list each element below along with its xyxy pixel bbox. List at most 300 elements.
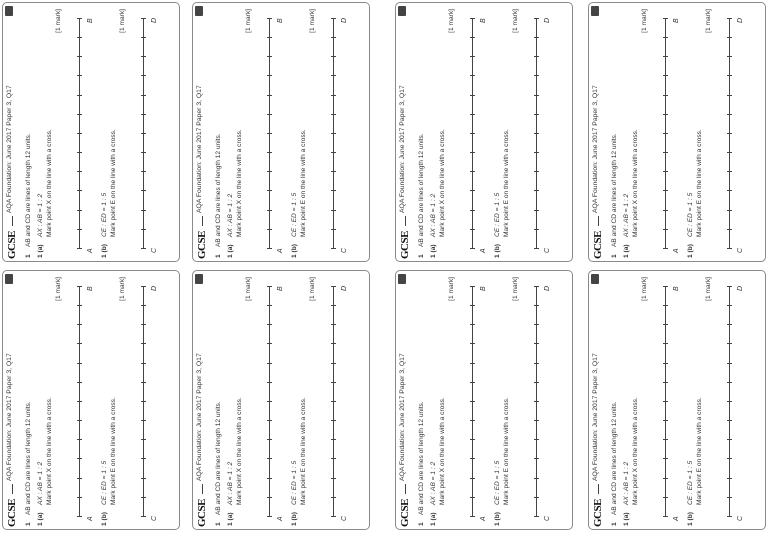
- unit-tick: [141, 210, 146, 211]
- unit-tick: [267, 363, 272, 364]
- part-a-ratio: AX : AB = 1 : 2: [227, 193, 234, 237]
- gcse-logo: GCSE: [399, 231, 411, 259]
- part-b-marks: [1 mark]: [512, 277, 519, 301]
- unit-tick: [267, 305, 272, 306]
- unit-tick: [331, 324, 336, 325]
- header-divider: [405, 216, 406, 226]
- unit-tick: [267, 56, 272, 57]
- unit-tick: [77, 229, 82, 230]
- unit-tick: [141, 114, 146, 115]
- point-a-label: A: [480, 516, 487, 521]
- question-number: 1: [215, 522, 222, 526]
- header-divider: [12, 216, 13, 226]
- unit-tick: [267, 18, 272, 19]
- question-card: [2, 270, 180, 530]
- unit-tick: [470, 18, 475, 19]
- unit-tick: [534, 516, 539, 517]
- unit-tick: [267, 286, 272, 287]
- unit-tick: [727, 286, 732, 287]
- part-a-instruction: Mark point X on the line with a cross.: [236, 397, 243, 505]
- unit-tick: [534, 478, 539, 479]
- unit-tick: [727, 133, 732, 134]
- part-b-instruction: Mark point E on the line with a cross.: [696, 129, 703, 237]
- part-b-marks: [1 mark]: [309, 9, 316, 33]
- unit-tick: [77, 191, 82, 192]
- card-content: [3, 3, 179, 261]
- part-b-instruction: Mark point E on the line with a cross.: [110, 397, 117, 505]
- question-intro: AB and CD are lines of length 12 units.: [215, 401, 222, 515]
- part-a-instruction: Mark point X on the line with a cross.: [632, 397, 639, 505]
- point-d-label: D: [737, 285, 744, 291]
- part-a-marks: [1 mark]: [55, 277, 62, 301]
- unit-tick: [663, 439, 668, 440]
- unit-tick: [141, 76, 146, 77]
- unit-tick: [141, 439, 146, 440]
- point-d-label: D: [737, 17, 744, 23]
- line-ab[interactable]: [79, 287, 80, 517]
- unit-tick: [663, 248, 668, 249]
- unit-tick: [331, 171, 336, 172]
- unit-tick: [77, 324, 82, 325]
- unit-tick: [77, 56, 82, 57]
- unit-tick: [663, 324, 668, 325]
- point-b-label: B: [87, 18, 94, 23]
- unit-tick: [663, 114, 668, 115]
- unit-tick: [534, 248, 539, 249]
- point-d-label: D: [341, 17, 348, 23]
- unit-tick: [77, 152, 82, 153]
- unit-tick: [331, 420, 336, 421]
- unit-tick: [727, 18, 732, 19]
- unit-tick: [663, 229, 668, 230]
- unit-tick: [727, 382, 732, 383]
- unit-tick: [727, 171, 732, 172]
- unit-tick: [331, 363, 336, 364]
- header-divider: [202, 484, 203, 494]
- part-a-instruction: Mark point X on the line with a cross.: [632, 129, 639, 237]
- unit-tick: [470, 191, 475, 192]
- unit-tick: [267, 152, 272, 153]
- part-a-instruction: Mark point X on the line with a cross.: [439, 129, 446, 237]
- part-b-number: 1 (b): [291, 244, 298, 258]
- unit-tick: [267, 478, 272, 479]
- unit-tick: [534, 152, 539, 153]
- unit-tick: [141, 56, 146, 57]
- unit-tick: [267, 324, 272, 325]
- point-b-label: B: [480, 18, 487, 23]
- question-number: 1: [25, 522, 32, 526]
- folder-icon: [5, 274, 13, 284]
- line-cd[interactable]: [333, 19, 334, 249]
- unit-tick: [534, 18, 539, 19]
- unit-tick: [470, 56, 475, 57]
- question-number: 1: [611, 522, 618, 526]
- unit-tick: [267, 171, 272, 172]
- part-a-marks: [1 mark]: [245, 277, 252, 301]
- unit-tick: [663, 133, 668, 134]
- gcse-logo: GCSE: [592, 231, 604, 259]
- part-a-marks: [1 mark]: [641, 9, 648, 33]
- part-a-marks: [1 mark]: [448, 9, 455, 33]
- unit-tick: [77, 516, 82, 517]
- unit-tick: [534, 363, 539, 364]
- unit-tick: [663, 478, 668, 479]
- question-intro: AB and CD are lines of length 12 units.: [611, 401, 618, 515]
- question-intro: AB and CD are lines of length 12 units.: [215, 133, 222, 247]
- unit-tick: [727, 76, 732, 77]
- unit-tick: [141, 516, 146, 517]
- unit-tick: [663, 171, 668, 172]
- unit-tick: [663, 382, 668, 383]
- unit-tick: [77, 382, 82, 383]
- part-b-ratio: CE : ED = 1 : 5: [494, 460, 501, 505]
- unit-tick: [727, 305, 732, 306]
- unit-tick: [141, 248, 146, 249]
- question-card: [588, 2, 766, 262]
- gcse-logo: GCSE: [6, 231, 18, 259]
- unit-tick: [534, 439, 539, 440]
- unit-tick: [534, 420, 539, 421]
- unit-tick: [727, 248, 732, 249]
- part-b-number: 1 (b): [291, 512, 298, 526]
- part-a-marks: [1 mark]: [641, 277, 648, 301]
- unit-tick: [727, 401, 732, 402]
- line-ab[interactable]: [665, 19, 666, 249]
- part-b-number: 1 (b): [687, 244, 694, 258]
- part-b-number: 1 (b): [101, 244, 108, 258]
- point-b-label: B: [87, 286, 94, 291]
- unit-tick: [727, 191, 732, 192]
- header-divider: [598, 484, 599, 494]
- part-b-ratio: CE : ED = 1 : 5: [101, 192, 108, 237]
- unit-tick: [534, 401, 539, 402]
- unit-tick: [727, 152, 732, 153]
- unit-tick: [141, 401, 146, 402]
- card-content: [3, 271, 179, 529]
- folder-icon: [195, 6, 203, 16]
- header-divider: [598, 216, 599, 226]
- point-a-label: A: [673, 248, 680, 253]
- header-divider: [405, 484, 406, 494]
- unit-tick: [331, 18, 336, 19]
- unit-tick: [331, 229, 336, 230]
- folder-icon: [591, 274, 599, 284]
- question-card: [192, 270, 370, 530]
- unit-tick: [331, 344, 336, 345]
- unit-tick: [77, 363, 82, 364]
- unit-tick: [77, 133, 82, 134]
- question-card: [192, 2, 370, 262]
- unit-tick: [727, 363, 732, 364]
- unit-tick: [470, 171, 475, 172]
- unit-tick: [331, 478, 336, 479]
- line-cd[interactable]: [536, 287, 537, 517]
- part-a-number: 1 (a): [37, 244, 44, 258]
- unit-tick: [77, 171, 82, 172]
- unit-tick: [267, 210, 272, 211]
- unit-tick: [141, 478, 146, 479]
- unit-tick: [141, 305, 146, 306]
- unit-tick: [663, 18, 668, 19]
- folder-icon: [591, 6, 599, 16]
- unit-tick: [470, 133, 475, 134]
- unit-tick: [534, 114, 539, 115]
- unit-tick: [77, 18, 82, 19]
- point-c-label: C: [151, 515, 158, 521]
- question-intro: AB and CD are lines of length 12 units.: [418, 401, 425, 515]
- line-cd[interactable]: [729, 19, 730, 249]
- line-ab[interactable]: [269, 287, 270, 517]
- point-c-label: C: [151, 247, 158, 253]
- question-intro: AB and CD are lines of length 12 units.: [25, 401, 32, 515]
- card-content: [396, 271, 572, 529]
- question-number: 1: [215, 254, 222, 258]
- unit-tick: [141, 344, 146, 345]
- unit-tick: [663, 344, 668, 345]
- card-content: [193, 271, 369, 529]
- line-cd[interactable]: [536, 19, 537, 249]
- line-ab[interactable]: [665, 287, 666, 517]
- header-divider: [12, 484, 13, 494]
- unit-tick: [663, 516, 668, 517]
- line-ab[interactable]: [269, 19, 270, 249]
- unit-tick: [77, 497, 82, 498]
- unit-tick: [470, 286, 475, 287]
- unit-tick: [470, 420, 475, 421]
- unit-tick: [77, 420, 82, 421]
- card-content: [193, 3, 369, 261]
- unit-tick: [141, 382, 146, 383]
- unit-tick: [534, 305, 539, 306]
- line-cd[interactable]: [729, 287, 730, 517]
- question-card: [2, 2, 180, 262]
- unit-tick: [727, 516, 732, 517]
- unit-tick: [267, 95, 272, 96]
- unit-tick: [267, 459, 272, 460]
- part-b-marks: [1 mark]: [119, 9, 126, 33]
- point-d-label: D: [151, 17, 158, 23]
- unit-tick: [267, 133, 272, 134]
- unit-tick: [534, 191, 539, 192]
- unit-tick: [663, 56, 668, 57]
- unit-tick: [141, 171, 146, 172]
- folder-icon: [398, 6, 406, 16]
- unit-tick: [267, 191, 272, 192]
- part-b-ratio: CE : ED = 1 : 5: [101, 460, 108, 505]
- gcse-logo: GCSE: [6, 499, 18, 527]
- unit-tick: [267, 76, 272, 77]
- point-b-label: B: [480, 286, 487, 291]
- unit-tick: [141, 229, 146, 230]
- unit-tick: [470, 114, 475, 115]
- unit-tick: [267, 229, 272, 230]
- point-d-label: D: [151, 285, 158, 291]
- point-d-label: D: [544, 285, 551, 291]
- unit-tick: [141, 420, 146, 421]
- card-content: [396, 3, 572, 261]
- part-a-ratio: AX : AB = 1 : 2: [430, 461, 437, 505]
- unit-tick: [331, 191, 336, 192]
- line-ab[interactable]: [472, 287, 473, 517]
- unit-tick: [331, 210, 336, 211]
- unit-tick: [470, 439, 475, 440]
- part-b-instruction: Mark point E on the line with a cross.: [300, 397, 307, 505]
- point-c-label: C: [341, 247, 348, 253]
- unit-tick: [331, 305, 336, 306]
- point-d-label: D: [341, 285, 348, 291]
- line-ab[interactable]: [79, 19, 80, 249]
- unit-tick: [331, 459, 336, 460]
- unit-tick: [77, 95, 82, 96]
- question-source: AQA Foundation: June 2017 Paper 3, Q17: [6, 353, 13, 481]
- unit-tick: [663, 305, 668, 306]
- unit-tick: [470, 401, 475, 402]
- unit-tick: [663, 363, 668, 364]
- unit-tick: [534, 37, 539, 38]
- line-cd[interactable]: [143, 19, 144, 249]
- part-a-ratio: AX : AB = 1 : 2: [37, 193, 44, 237]
- question-intro: AB and CD are lines of length 12 units.: [418, 133, 425, 247]
- unit-tick: [331, 439, 336, 440]
- unit-tick: [727, 324, 732, 325]
- unit-tick: [141, 18, 146, 19]
- part-a-marks: [1 mark]: [448, 277, 455, 301]
- part-b-marks: [1 mark]: [119, 277, 126, 301]
- point-a-label: A: [277, 248, 284, 253]
- unit-tick: [663, 95, 668, 96]
- unit-tick: [77, 459, 82, 460]
- unit-tick: [727, 56, 732, 57]
- unit-tick: [470, 344, 475, 345]
- unit-tick: [470, 363, 475, 364]
- unit-tick: [663, 420, 668, 421]
- unit-tick: [331, 56, 336, 57]
- unit-tick: [727, 478, 732, 479]
- point-a-label: A: [87, 516, 94, 521]
- part-a-number: 1 (a): [227, 512, 234, 526]
- question-source: AQA Foundation: June 2017 Paper 3, Q17: [592, 353, 599, 481]
- unit-tick: [470, 516, 475, 517]
- part-a-instruction: Mark point X on the line with a cross.: [46, 397, 53, 505]
- part-a-instruction: Mark point X on the line with a cross.: [46, 129, 53, 237]
- part-a-marks: [1 mark]: [55, 9, 62, 33]
- unit-tick: [727, 344, 732, 345]
- unit-tick: [727, 210, 732, 211]
- unit-tick: [470, 324, 475, 325]
- unit-tick: [141, 95, 146, 96]
- part-a-ratio: AX : AB = 1 : 2: [37, 461, 44, 505]
- part-a-instruction: Mark point X on the line with a cross.: [439, 397, 446, 505]
- point-d-label: D: [544, 17, 551, 23]
- unit-tick: [331, 133, 336, 134]
- unit-tick: [331, 114, 336, 115]
- unit-tick: [470, 248, 475, 249]
- part-a-ratio: AX : AB = 1 : 2: [227, 461, 234, 505]
- unit-tick: [470, 478, 475, 479]
- part-b-ratio: CE : ED = 1 : 5: [494, 192, 501, 237]
- question-intro: AB and CD are lines of length 12 units.: [25, 133, 32, 247]
- unit-tick: [727, 439, 732, 440]
- part-a-number: 1 (a): [227, 244, 234, 258]
- part-a-number: 1 (a): [430, 512, 437, 526]
- question-card: [395, 2, 573, 262]
- part-b-marks: [1 mark]: [705, 9, 712, 33]
- unit-tick: [534, 76, 539, 77]
- line-cd[interactable]: [143, 287, 144, 517]
- question-card: [588, 270, 766, 530]
- unit-tick: [727, 95, 732, 96]
- unit-tick: [267, 420, 272, 421]
- unit-tick: [77, 305, 82, 306]
- unit-tick: [470, 152, 475, 153]
- gcse-logo: GCSE: [196, 499, 208, 527]
- part-a-instruction: Mark point X on the line with a cross.: [236, 129, 243, 237]
- unit-tick: [141, 191, 146, 192]
- point-c-label: C: [341, 515, 348, 521]
- unit-tick: [331, 516, 336, 517]
- unit-tick: [267, 401, 272, 402]
- unit-tick: [534, 133, 539, 134]
- question-source: AQA Foundation: June 2017 Paper 3, Q17: [592, 85, 599, 213]
- part-b-marks: [1 mark]: [309, 277, 316, 301]
- unit-tick: [267, 439, 272, 440]
- question-number: 1: [418, 522, 425, 526]
- part-b-number: 1 (b): [687, 512, 694, 526]
- part-a-number: 1 (a): [623, 512, 630, 526]
- unit-tick: [534, 382, 539, 383]
- unit-tick: [534, 324, 539, 325]
- unit-tick: [331, 152, 336, 153]
- part-a-number: 1 (a): [37, 512, 44, 526]
- unit-tick: [331, 382, 336, 383]
- line-ab[interactable]: [472, 19, 473, 249]
- gcse-logo: GCSE: [592, 499, 604, 527]
- part-a-number: 1 (a): [430, 244, 437, 258]
- question-number: 1: [418, 254, 425, 258]
- card-content: [589, 271, 765, 529]
- unit-tick: [267, 382, 272, 383]
- unit-tick: [77, 439, 82, 440]
- unit-tick: [267, 37, 272, 38]
- part-a-ratio: AX : AB = 1 : 2: [430, 193, 437, 237]
- unit-tick: [663, 497, 668, 498]
- question-source: AQA Foundation: June 2017 Paper 3, Q17: [399, 85, 406, 213]
- unit-tick: [727, 497, 732, 498]
- question-number: 1: [25, 254, 32, 258]
- unit-tick: [77, 76, 82, 77]
- unit-tick: [470, 210, 475, 211]
- part-b-instruction: Mark point E on the line with a cross.: [503, 129, 510, 237]
- unit-tick: [77, 401, 82, 402]
- point-c-label: C: [737, 515, 744, 521]
- point-a-label: A: [277, 516, 284, 521]
- unit-tick: [141, 497, 146, 498]
- unit-tick: [534, 459, 539, 460]
- unit-tick: [141, 152, 146, 153]
- unit-tick: [470, 305, 475, 306]
- part-b-number: 1 (b): [494, 244, 501, 258]
- gcse-logo: GCSE: [196, 231, 208, 259]
- question-source: AQA Foundation: June 2017 Paper 3, Q17: [196, 85, 203, 213]
- line-cd[interactable]: [333, 287, 334, 517]
- unit-tick: [331, 37, 336, 38]
- unit-tick: [331, 95, 336, 96]
- unit-tick: [331, 401, 336, 402]
- card-content: [589, 3, 765, 261]
- folder-icon: [5, 6, 13, 16]
- unit-tick: [470, 95, 475, 96]
- unit-tick: [534, 95, 539, 96]
